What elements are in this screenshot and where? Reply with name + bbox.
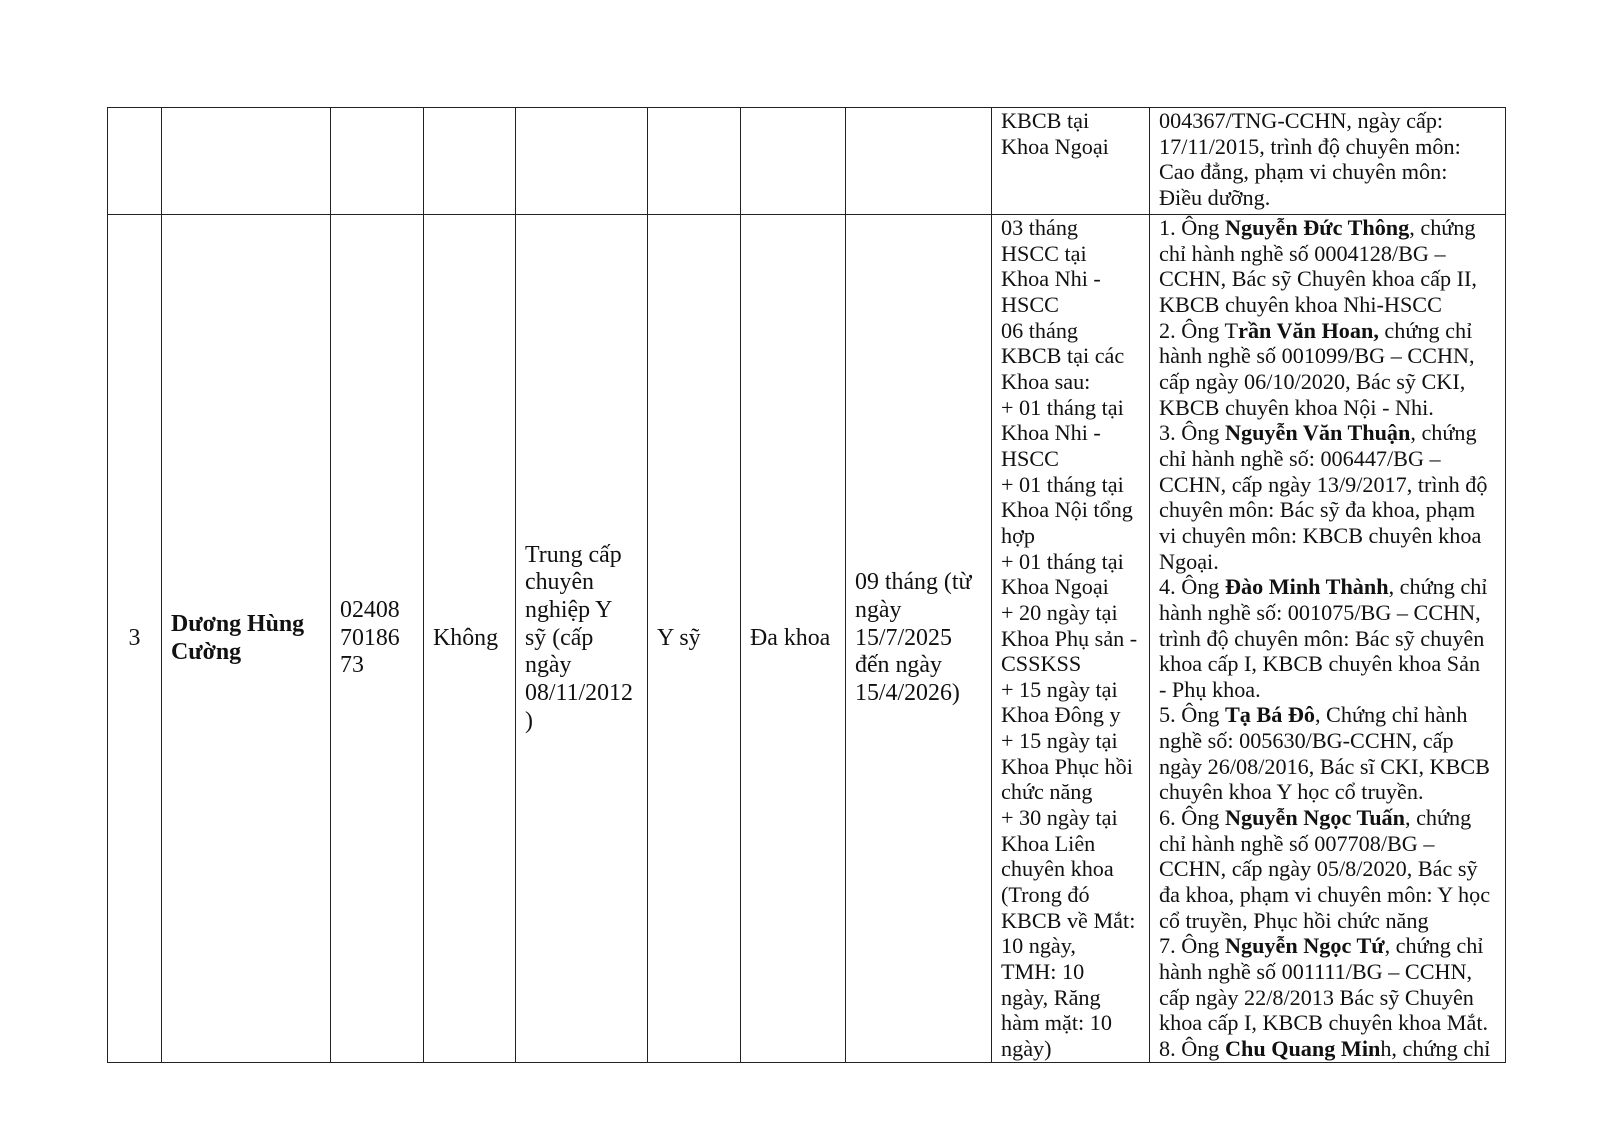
supervisors-cell [1150, 108, 1506, 215]
qualification-cell [516, 108, 648, 215]
text-line [1001, 318, 1149, 344]
text-run: Khoa Phục hồi [1001, 753, 1133, 779]
text-run: + 30 ngày tại [1001, 805, 1118, 831]
full-name-cell [162, 215, 331, 1063]
text-run: cấp ngày 22/8/2013 Bác sỹ Chuyên [1159, 984, 1474, 1010]
duration-cell [846, 215, 992, 1063]
text-line [1159, 985, 1505, 1011]
text-line [1159, 626, 1505, 652]
text-line [1001, 497, 1149, 523]
text-run: 10 ngày, [1001, 933, 1076, 959]
text-line [1001, 959, 1149, 985]
text-run: ) [525, 707, 533, 734]
text-run: Điều dưỡng. [1159, 184, 1271, 210]
text-run: , chứng chỉ [1384, 933, 1484, 959]
duration-cell [846, 108, 992, 215]
text-run: chuyên môn: Bác sỹ đa khoa, phạm [1159, 497, 1476, 523]
text-run: 15/4/2026) [855, 680, 960, 707]
text-line [1001, 446, 1149, 472]
title-cell [648, 108, 741, 215]
text-line [1001, 702, 1149, 728]
text-run: đa khoa, phạm vi chuyên môn: Y học [1159, 882, 1491, 908]
text-line [1001, 600, 1149, 626]
text-run: chuyên [525, 569, 594, 596]
text-run: Khoa Đông y [1001, 702, 1121, 728]
text-run: + 15 ngày tại [1001, 728, 1118, 754]
text-line [340, 597, 423, 625]
text-line [525, 652, 647, 680]
bold-name: Nguyễn Đức Thông [1224, 215, 1410, 240]
text-line [1001, 369, 1149, 395]
text-run: chỉ hành nghề số 0004128/BG – [1159, 240, 1446, 266]
text-line [1159, 159, 1505, 185]
text-run: KBCB chuyên khoa Nội - Nhi. [1159, 394, 1434, 420]
text-line [855, 569, 991, 597]
text-line [1001, 108, 1149, 134]
text-line [1001, 574, 1149, 600]
text-run: 70186 [340, 624, 400, 651]
text-run: hành nghề số: 001075/BG – CCHN, [1159, 599, 1481, 625]
text-run: Khoa Ngoại [1001, 574, 1109, 600]
text-run: Khoa Ngoại [1001, 133, 1109, 159]
text-run: hành nghề số 001111/BG – CCHN, [1159, 959, 1473, 985]
text-run: + 20 ngày tại [1001, 599, 1118, 625]
text-run: 4. Ông [1159, 574, 1225, 600]
text-line [1159, 754, 1505, 780]
text-line [1159, 933, 1505, 959]
text-run: nghiệp Y [525, 596, 613, 623]
text-run: ngày [525, 652, 572, 679]
text-run: khoa cấp I, KBCB chuyên khoa Sản [1159, 651, 1481, 677]
text-line [1159, 882, 1505, 908]
text-line [1001, 292, 1149, 318]
bold-name: Nguyễn Ngọc Tứ [1224, 933, 1385, 959]
text-run: ngày, Răng [1001, 984, 1101, 1010]
title-text: Y sỹ [657, 624, 701, 651]
text-line [1159, 651, 1505, 677]
text-run: 02408 [340, 596, 400, 623]
text-run: Khoa Liên [1001, 830, 1096, 856]
text-run: + 01 tháng tại [1001, 394, 1124, 420]
text-run: CCHN, cấp ngày 13/9/2017, trình độ [1159, 471, 1488, 497]
text-line [1001, 215, 1149, 241]
text-run: Ngoại. [1159, 548, 1219, 574]
text-run: chỉ hành nghề số 007708/BG – [1159, 830, 1435, 856]
title-cell [648, 215, 741, 1063]
text-run: + 01 tháng tại [1001, 548, 1124, 574]
text-run: trình độ chuyên môn: Bác sỹ chuyên [1159, 625, 1485, 651]
text-line [1001, 343, 1149, 369]
text-line [525, 708, 647, 736]
text-line [1159, 446, 1505, 472]
text-line [1159, 369, 1505, 395]
text-run: + 15 ngày tại [1001, 676, 1118, 702]
text-line [1001, 882, 1149, 908]
text-line [1001, 728, 1149, 754]
text-line [1159, 549, 1505, 575]
specialty-text: Đa khoa [750, 624, 831, 651]
text-run: chuyên khoa [1001, 856, 1114, 882]
text-line [1159, 395, 1505, 421]
text-line [171, 611, 330, 639]
text-line [1159, 241, 1505, 267]
text-line [1001, 651, 1149, 677]
text-run: cổ truyền, Phục hồi chức năng [1159, 907, 1429, 933]
text-line [1159, 343, 1505, 369]
text-run: 8. Ông [1159, 1036, 1225, 1061]
text-line [1159, 1010, 1505, 1036]
text-line [1001, 1036, 1149, 1062]
bold-name: rần Văn Hoan, [1238, 317, 1379, 343]
text-line [1001, 754, 1149, 780]
text-line [1159, 831, 1505, 857]
full-name-cell [162, 108, 331, 215]
qualification-cell [516, 215, 648, 1063]
text-line [340, 652, 423, 680]
document-table [107, 107, 1506, 1063]
text-run: 73 [340, 652, 364, 679]
text-run: 7. Ông [1159, 933, 1225, 959]
bold-name: Nguyễn Ngọc Tuấn [1224, 805, 1405, 831]
text-run: + 01 tháng tại [1001, 471, 1124, 497]
text-line [1001, 1010, 1149, 1036]
text-run: KBCB tại [1001, 108, 1090, 133]
text-run: 06 tháng [1001, 317, 1079, 343]
row-number-cell [108, 215, 162, 1063]
text-run: KBCB chuyên khoa Nhi-HSCC [1159, 291, 1442, 317]
text-run: - Phụ khoa. [1159, 676, 1261, 702]
row-number: 3 [128, 624, 141, 651]
training-content-cell [992, 215, 1150, 1063]
text-run: 1. Ông [1159, 215, 1225, 240]
text-line [1159, 292, 1505, 318]
text-run: CCHN, cấp ngày 05/8/2020, Bác sỹ [1159, 856, 1478, 882]
text-run: ngày 26/08/2016, Bác sĩ CKI, KBCB [1159, 753, 1490, 779]
text-line [525, 569, 647, 597]
text-run: HSCC [1001, 291, 1059, 317]
text-run: 09 tháng (từ [855, 569, 972, 596]
text-run: chứng chỉ [1378, 317, 1473, 343]
text-line [1001, 779, 1149, 805]
text-line [1001, 241, 1149, 267]
text-line [1159, 185, 1505, 211]
text-line [1159, 677, 1505, 703]
text-run: , chứng [1404, 805, 1472, 831]
bold-name: Chu Quang Min [1224, 1036, 1381, 1061]
text-run: Khoa Phụ sản - [1001, 625, 1138, 651]
text-run: 5. Ông [1159, 702, 1225, 728]
text-run: vi chuyên môn: KBCB chuyên khoa [1159, 522, 1482, 548]
text-line [1159, 574, 1505, 600]
text-run: khoa cấp I, KBCB chuyên khoa Mắt. [1159, 1010, 1489, 1036]
id-number-cell [331, 108, 424, 215]
text-line [1001, 831, 1149, 857]
text-line [525, 625, 647, 653]
text-run: 3. Ông [1159, 420, 1225, 446]
text-line [855, 680, 991, 708]
text-line [1159, 805, 1505, 831]
text-line [1001, 933, 1149, 959]
text-run: h, chứng chỉ [1380, 1036, 1491, 1061]
text-line [1159, 908, 1505, 934]
text-line [1001, 626, 1149, 652]
text-line [525, 680, 647, 708]
text-run: CCHN, Bác sỹ Chuyên khoa cấp II, [1159, 266, 1477, 292]
training-content-cell [992, 108, 1150, 215]
text-run: sỹ (cấp [525, 624, 594, 651]
text-run: Khoa sau: [1001, 368, 1091, 394]
text-run: , chứng [1410, 420, 1477, 446]
text-run: chuyên khoa Y học cổ truyền. [1159, 779, 1424, 805]
text-line [1001, 856, 1149, 882]
text-run: hợp [1001, 522, 1035, 548]
text-line [1159, 134, 1505, 160]
text-run: Trung cấp [525, 541, 622, 568]
bold-name: Đào Minh Thành [1224, 574, 1389, 600]
text-line [855, 652, 991, 680]
text-line [1159, 702, 1505, 728]
text-run: , chứng chỉ [1388, 574, 1488, 600]
text-line [1159, 728, 1505, 754]
text-line [1001, 134, 1149, 160]
text-run: Khoa Nhi - [1001, 420, 1101, 446]
bold-name: Tạ Bá Đô [1224, 702, 1315, 728]
text-line [1159, 600, 1505, 626]
bold-name: Nguyễn Văn Thuận [1224, 420, 1411, 446]
text-line [1001, 395, 1149, 421]
text-run: Khoa Nội tổng [1001, 497, 1133, 523]
text-line [1001, 805, 1149, 831]
text-line [1159, 497, 1505, 523]
text-run: TMH: 10 [1001, 959, 1085, 985]
text-line [1159, 779, 1505, 805]
text-line [1159, 266, 1505, 292]
specialty-cell [741, 215, 846, 1063]
text-run: HSCC [1001, 445, 1059, 471]
text-run: HSCC tại [1001, 240, 1087, 266]
text-line [171, 639, 330, 667]
text-run: Cao đẳng, phạm vi chuyên môn: [1159, 159, 1448, 185]
text-run: chỉ hành nghề số: 006447/BG – [1159, 445, 1441, 471]
text-run: KBCB tại các [1001, 343, 1125, 369]
text-run: 15/7/2025 [855, 624, 952, 651]
text-run: Khoa Nhi - [1001, 266, 1101, 292]
text-line [1159, 108, 1505, 134]
text-line [1159, 420, 1505, 446]
text-run: hành nghề số 001099/BG – CCHN, [1159, 343, 1475, 369]
text-run: (Trong đó [1001, 882, 1090, 908]
text-line [1001, 908, 1149, 934]
text-run: 2. Ông T [1159, 317, 1239, 343]
text-line [1159, 523, 1505, 549]
row-number-cell [108, 108, 162, 215]
text-run: đến ngày [855, 652, 942, 679]
text-line [1159, 959, 1505, 985]
status-text: Không [433, 624, 499, 651]
status-cell [424, 215, 516, 1063]
text-run: ngày [855, 596, 902, 623]
text-line [1001, 677, 1149, 703]
status-cell [424, 108, 516, 215]
id-number-cell [331, 215, 424, 1063]
text-line [1001, 266, 1149, 292]
text-line [1001, 985, 1149, 1011]
text-run: KBCB về Mắt: [1001, 907, 1136, 933]
text-run: cấp ngày 06/10/2020, Bác sỹ CKI, [1159, 368, 1466, 394]
text-run: ngày) [1001, 1036, 1052, 1061]
text-line [1159, 215, 1505, 241]
specialty-cell [741, 108, 846, 215]
text-run: Cường [171, 638, 242, 665]
text-run: nghề số: 005630/BG-CCHN, cấp [1159, 728, 1454, 754]
text-line [525, 597, 647, 625]
text-line [1001, 420, 1149, 446]
text-line [1159, 472, 1505, 498]
text-run: Dương Hùng [171, 610, 305, 637]
text-line [1159, 856, 1505, 882]
text-line [340, 625, 423, 653]
text-run: 03 tháng [1001, 215, 1079, 240]
text-run: 08/11/2012 [525, 680, 633, 707]
text-line [855, 625, 991, 653]
supervisors-cell [1150, 215, 1506, 1063]
text-run: hàm mặt: 10 [1001, 1010, 1112, 1036]
text-run: 17/11/2015, trình độ chuyên môn: [1159, 133, 1461, 159]
text-run: CSSKSS [1001, 651, 1082, 677]
text-run: 004367/TNG-CCHN, ngày cấp: [1159, 108, 1444, 133]
text-line [525, 542, 647, 570]
text-line [1001, 523, 1149, 549]
text-line [855, 597, 991, 625]
text-run: , chứng [1409, 215, 1476, 240]
text-run: chức năng [1001, 779, 1093, 805]
text-line [1001, 472, 1149, 498]
text-run: 6. Ông [1159, 805, 1225, 831]
text-run: , Chứng chỉ hành [1314, 702, 1468, 728]
text-line [1159, 318, 1505, 344]
text-line [1001, 549, 1149, 575]
text-line [1159, 1036, 1505, 1062]
